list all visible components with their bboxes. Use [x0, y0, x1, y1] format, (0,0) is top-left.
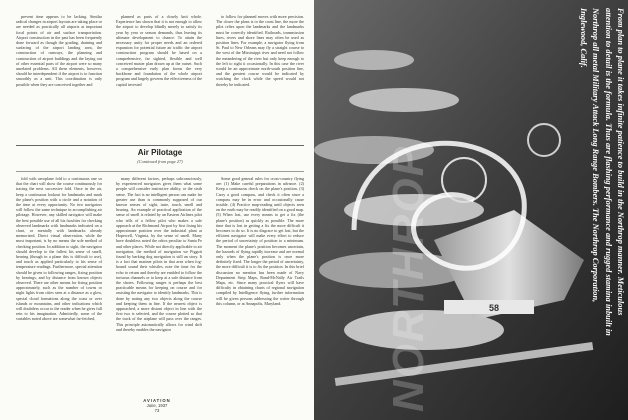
divider-rule — [16, 171, 304, 172]
paragraph: to follow for planned moves with more precision. The closer the plans is to the coast line, the more the pilot relies upon the landmarks and the landmarks must be correctly identified. Railroads, transmission lines, rivers and shore lines may often be used as position lines. For example, a navigator flying from St. Paul to New Orleans may fly a straight course to the west of the Mississippi river and need not follow the meandering of the river but only keep enough to the left to sight it occasionally. In this case the river would be an approximate north-south position line, and the greatest course would be indicated by watching the clock while the speed would not thereby be indicated. — [216, 14, 304, 87]
brand-wordmark: NORTHROP — [384, 145, 433, 412]
paragraph: prevent time appears to be lacking. Similar radical changes in airport layouts are taking place or are needed as practically all airports at important focal points of air and surface transportation. Airport construction in the past has been frequently done forward as though the grading, draining and surfacing of the airport landing area, the construction of runways, the planning and construction of airport buildings and the laying out of other essential parts of the airport were so many unrelated problems. All these elements, however, should be interdependent if the airport is to function smoothly as a unit. This coordination is only possible when they are conceived together and — [16, 14, 102, 87]
paragraph: planned as parts of a closely knit whole. Experience has shown that it is not enough to allow the airport to develop blindly merely to satisfy its year by year or season demands, thus leaving its ultimate development to chance. To attain the necessary unity for proper needs and an ordered expansion for potential future air traffic the airport construction program should be based on a comprehensive, far sighted, flexible and well conceived master plan drawn up at the outset. Such a comprehensive early plan forms the very backbone and foundation of the whole airport program and largely governs the effectiveness of the capital invested — [116, 14, 202, 87]
article-header — [16, 148, 304, 164]
text-column-3-bottom — [216, 176, 304, 307]
text-column-1-top — [16, 14, 102, 88]
ad-caption: From plan to plane it takes infinite patience to build in the Northrop manner. Meticulous attention to detail is the formula. Thus are flashing performance and rugged stamina inbuilt in Northrop all metal Military Attack Long Range Bombers. The Northrop Corporation, Inglewood, Calif. — [578, 8, 625, 336]
paragraph: fold with aeroplane fold to a continuous one so that the chart will show the course continuously for tracing the next successive fold. Once in the air, keep a continuous lookout for landmarks and mark the plane's position with a circle and a notation of the time at every opportunity. No two navigators will follow the same technique in accomplishing air pilotage. However, any skilled navigator will make the best possible use of all his faculties for checking observed landmarks with landmarks indicated on a chart, or mentally with landmarks already memorized. Direct visual observation, while the most important, is by no means the sole method of checking position. In addition to sight, the navigator should develop to the fullest his sense of smell, hearing (though in a plane this is difficult to use), and touch as applied particularly to his sense of temperature readings. Furthermore, special attention should be given to following ranges, fixing position by bearings, and by distance from known objects observed. There are other means for fixing position approximately, such as the number of towns or night lights from cities seen at a distance as a glow, special cloud formations along the coast or over islands or mountains, and other indications which will doubtless occur to the reader when he gives full rein to his imagination. Admittedly, some of the variables noted above are somewhat far-fetched, — [16, 176, 102, 322]
text-column-3-top — [216, 14, 304, 88]
page-number: 73 — [154, 408, 160, 414]
paragraph: many different factors, perhaps subconsciously, by experienced navigators gives them what some people will consider instinctive ability, or the sixth sense. The fact is no intelligent person can make far greater use than is commonly supposed of our known senses of sight, taste, touch, smell and hearing. An example of practical application of the sense of smell is related by an Eastern Airlines pilot who tells of a fellow pilot who makes a safe approach at the Richmond Airport by first fixing his approximate position over the industrial plant at Hopewell, Virginia, by the sense of smell. Many have doubtless noted the odors peculiar to Santa Fe and other places. While not directly applicable to air navigation, the method of navigation we Piggott found by barking dog navigation is still an story. It is a fact that mariner pilots in that area when fog-bound sound their whistles, note the time for the echo to return and thereby are enabled to follow the tortuous channels or to keep at a safe distance from the shores. Following ranges is perhaps the best practicable means for keeping on course and for assisting the navigator to identify landmarks. This is done by noting any two objects along the course and keeping them in line. If the nearest object is approached, a more distant object in line with the first two is selected, and the course plotted so that the track of the airplane will pass over the ranges. This principle automatically allows for wind drift and thereby enables the navigator — [116, 176, 202, 332]
text-column-2-top — [116, 14, 202, 88]
magazine-name: AVIATION — [143, 398, 171, 403]
right-page-advertisement — [314, 0, 628, 420]
paragraph: Some good general rules for cross-country flying are: (1) Make careful preparations in advance. (2) Keep a continuous check on the plane's position. (3) Carry a good compass, and check it often since a compass may be in error and occasionally cause trouble. (4) Practice map-reading until objects seen on the earth may be readily identified on a good map. (5) When lost, use every means to get a fix (the plane's position) as quickly as possible. The more time that is lost in getting a fix the more difficult it becomes to do so. It is no disgrace to get lost, but the efficient navigator will make every effort to reduce the period of uncertainty of position to a minimum. The moment the plane's position becomes uncertain, the hazards of flying rapidly increase and are normal only when the plane's position is once more definitely fixed. The longer the period of uncertainty, the more difficult it is to fix the position. In this brief discussion no mention has been made of Navy Department Strip Maps, Rand-McNally Air Trails Maps, etc. Since many practical flyers will have difficulty in obtaining charts of regional navigation compiled by Intelligence flying, further information will be given persons addressing the writer through this column, or at Annapolis, Maryland. — [216, 176, 304, 306]
article-subtitle: (Continued from page 27) — [137, 159, 183, 164]
text-column-2-bottom — [116, 176, 202, 333]
issue-date: June, 1937 — [146, 403, 168, 409]
svg-text:58: 58 — [489, 303, 500, 313]
page-footer — [0, 398, 314, 414]
divider-rule — [16, 145, 304, 146]
text-column-1-bottom — [16, 176, 102, 323]
article-title: Air Pilotage — [137, 148, 183, 157]
